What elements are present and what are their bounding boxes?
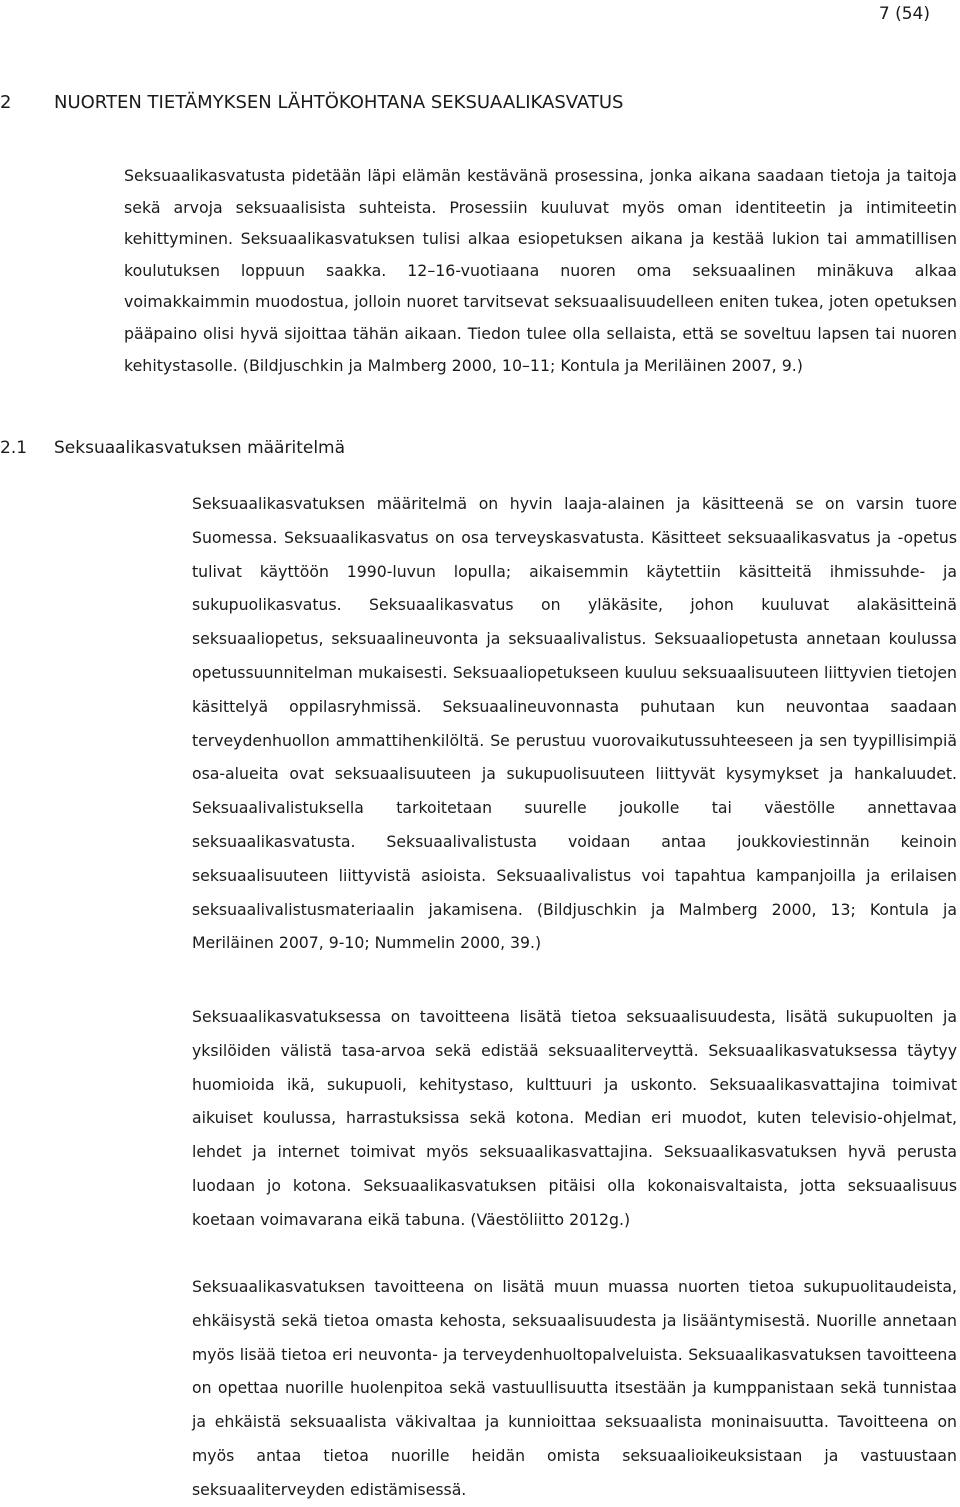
section-heading <box>0 435 345 461</box>
goals-paragraph: Seksuaalikasvatuksessa on tavoitteena lisätä tietoa seksuaalisuudesta, lisätä sukupuolten ja yksilöiden välistä tasa-arvoa sekä edistää seksuaaliterveyttä. Seksuaalikasvatuksessa täytyy huomioida ikä, sukupuoli, kehitystaso, kulttuuri ja uskonto. Seksuaalikasvattajina toimivat aikuiset koulussa, harrastuksissa sekä kotona. Median eri muodot, kuten televisio-ohjelmat, lehdet ja internet toimivat myös seksuaalikasvattajina. Seksuaalikasvatuksen hyvä perusta luodaan jo kotona. Seksuaalikasvatuksen pitäisi olla kokonaisvaltaista, jotta seksuaalisuus koetaan voimavarana eikä tabuna. (Väestöliitto 2012g.) <box>192 1007 957 1229</box>
intro-paragraph: Seksuaalikasvatusta pidetään läpi elämän kestävänä prosessina, jonka aikana saadaan tietoja ja taitoja sekä arvoja seksuaalisista suhteista. Prosessiin kuuluvat myös oman identiteetin ja intimiteetin kehittyminen. Seksuaalikasvatuksen tulisi alkaa esiopetuksen aikana ja kestää lukion tai ammatillisen koulutuksen loppuun saakka. 12–16-vuotiaana nuoren oma seksuaalinen minäkuva alkaa voimakkaimmin muodostua, jolloin nuoret tarvitsevat seksuaalisuudelleen eniten tukea, joten opetuksen pääpaino olisi hyvä sijoittaa tähän aikaan. Tiedon tulee olla sellaista, että se soveltuu lapsen tai nuoren kehitystasolle. (Bildjuschkin ja Malmberg 2000, 10–11; Kontula ja Meriläinen 2007, 9.) <box>124 166 957 375</box>
definition-paragraph: Seksuaalikasvatuksen määritelmä on hyvin laaja-alainen ja käsitteenä se on varsin tuore Suomessa. Seksuaalikasvatus on osa terveyskasvatusta. Käsitteet seksuaalikasvatus ja -opetus tulivat käyttöön 1990-luvun lopulla; aikaisemmin käytettiin käsitteitä ihmissuhde- ja sukupuolikasvatus. Seksuaalikasvatus on yläkäsite, johon kuuluvat alakäsitteinä seksuaaliopetus, seksuaalineuvonta ja seksuaalivalistus. Seksuaaliopetusta annetaan koulussa opetussuunnitelman mukaisesti. Seksuaaliopetukseen kuuluu seksuaalisuuteen liittyvien tietojen käsittelyä oppilasryhmissä. Seksuaalineuvonnasta puhutaan kun neuvontaa saadaan terveydenhuollon ammattihenkilöltä. Se perustuu vuorovaikutussuhteeseen ja sen tyypillisimpiä osa-alueita ovat seksuaalisuuteen ja sukupuolisuuteen liittyvät kysymykset ja hankaluudet. Seksuaalivalistuksella tarkoitetaan suurelle joukolle tai väestölle annettavaa seksuaalikasvatusta. Seksuaalivalistusta voidaan antaa joukkoviestinnän keinoin seksuaalisuuteen liittyvistä asioista. Seksuaalivalistus voi tapahtua kampanjoilla ja erilaisen seksuaalivalistusmateriaalin jakamisena. (Bildjuschkin ja Malmberg 2000, 13; Kontula ja Meriläinen 2007, 9-10; Nummelin 2000, 39.) <box>192 494 957 953</box>
chapter-number: 2 <box>0 92 12 113</box>
objectives-paragraph: Seksuaalikasvatuksen tavoitteena on lisätä muun muassa nuorten tietoa sukupuolitaudeista, ehkäisystä sekä tietoa omasta kehosta, seksuaalisuudesta ja lisääntymisestä. Nuorille annetaan myös lisää tietoa eri neuvonta- ja terveydenhuoltopalveluista. Seksuaalikasvatuksen tavoitteena on opettaa nuorille huolenpitoa sekä vastuullisuutta itsestään ja kumppanistaan sekä tunnistaa ja ehkäistä seksuaalista väkivaltaa ja kunnioittaa seksuaalista moninaisuutta. Tavoitteena on myös antaa tietoa nuorille heidän omista seksuaalioikeuksistaan ja vastuustaan seksuaaliterveyden edistämisessä. <box>192 1277 957 1499</box>
page-number: 7 (54) <box>878 4 930 24</box>
section-title: Seksuaalikasvatuksen määritelmä <box>54 438 346 458</box>
chapter-heading <box>0 90 623 116</box>
chapter-title: NUORTEN TIETÄMYKSEN LÄHTÖKOHTANA SEKSUAALIKASVATUS <box>54 92 624 113</box>
section-number: 2.1 <box>0 438 28 458</box>
